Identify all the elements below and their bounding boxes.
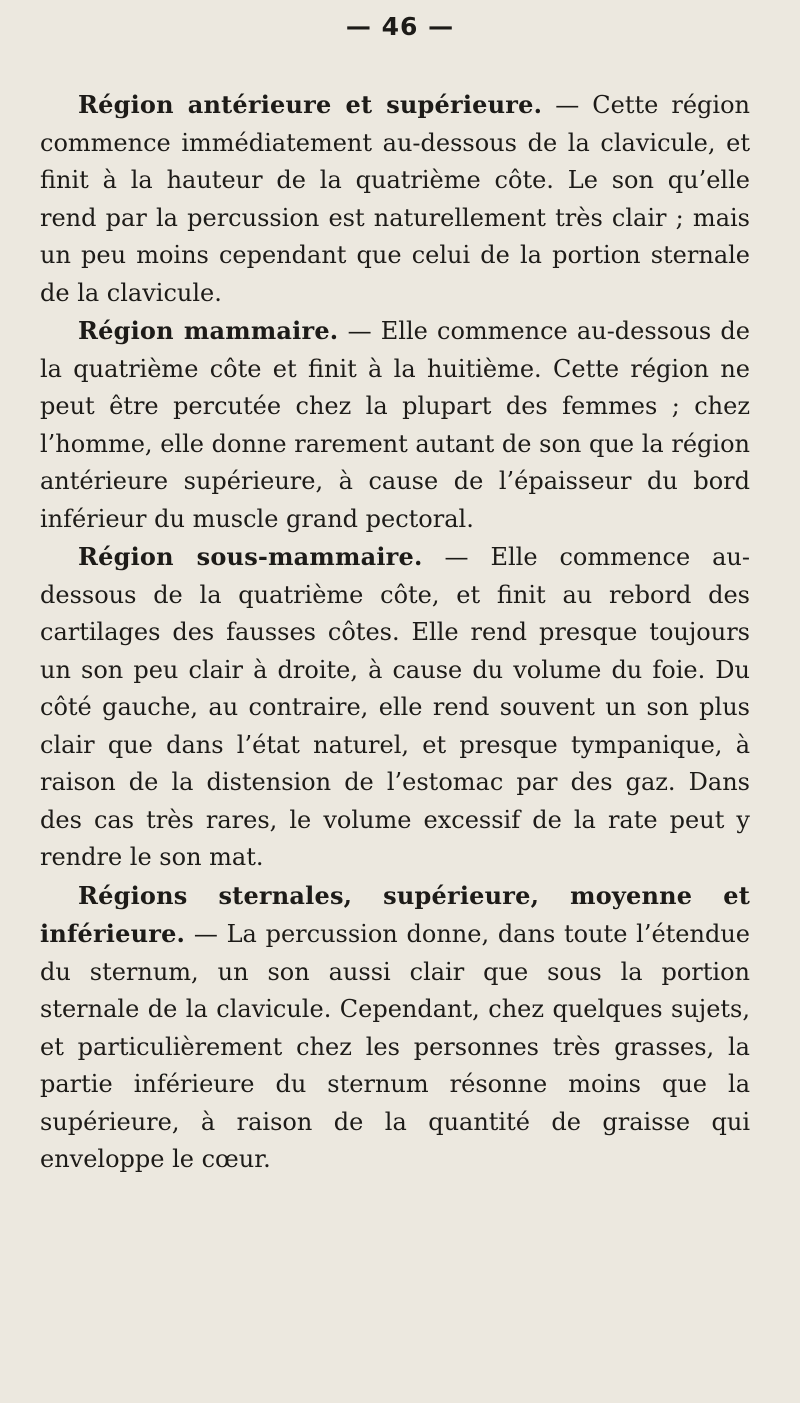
paragraph-heading: Région mammaire. <box>78 316 339 345</box>
page-number: — 46 — <box>345 12 455 41</box>
paragraph-heading: Région antérieure et supérieure. <box>78 90 543 119</box>
paragraph-region-mammaire <box>40 312 750 538</box>
paragraph-text: — Cette région commence immédiatement au-dessous de la clavicule, et finit à la hauteur de la quatrième côte. Le son qu’elle rend par la percussion est naturellement très clair ; mais un peu moins cependant que celui de la portion sternale de la clavicule. <box>40 91 750 307</box>
paragraph-text: — Elle commence au-dessous de la quatrième côte, et finit au rebord des cartilages des fausses côtes. Elle rend presque toujours un son peu clair à droite, à cause du volume du foie. Du côté gauche, au contraire, elle rend souvent un son plus clair que dans l’état naturel, et presque tympanique, à raison de la distension de l’estomac par des gaz. Dans des cas très rares, le volume excessif de la rate peut y rendre le son mat. <box>40 543 750 871</box>
paragraph-region-anterieure <box>40 86 750 312</box>
paragraph-heading: Régions sternales, supérieure, moyenne et inférieure. <box>40 880 750 948</box>
body-text <box>40 86 750 1179</box>
paragraph-heading: Région sous-mammaire. <box>78 542 423 571</box>
paragraph-regions-sternales <box>40 877 750 1179</box>
paragraph-text: — La percussion donne, dans toute l’étendue du sternum, un son aussi clair que sous la portion sternale de la clavicule. Cependant, chez quelques sujets, et particulièrement chez les personnes très grasses, la partie inférieure du sternum résonne moins que la supérieure, à raison de la quantité de graisse qui enveloppe le cœur. <box>40 920 750 1173</box>
paragraph-region-sous-mammaire <box>40 538 750 877</box>
paragraph-text: — Elle commence au-dessous de la quatrième côte et finit à la huitième. Cette région ne peut être percutée chez la plupart des femmes ; chez l’homme, elle donne rarement autant de son que la région antérieure supérieure, à cause de l’épaisseur du bord inférieur du muscle grand pectoral. <box>40 317 750 533</box>
